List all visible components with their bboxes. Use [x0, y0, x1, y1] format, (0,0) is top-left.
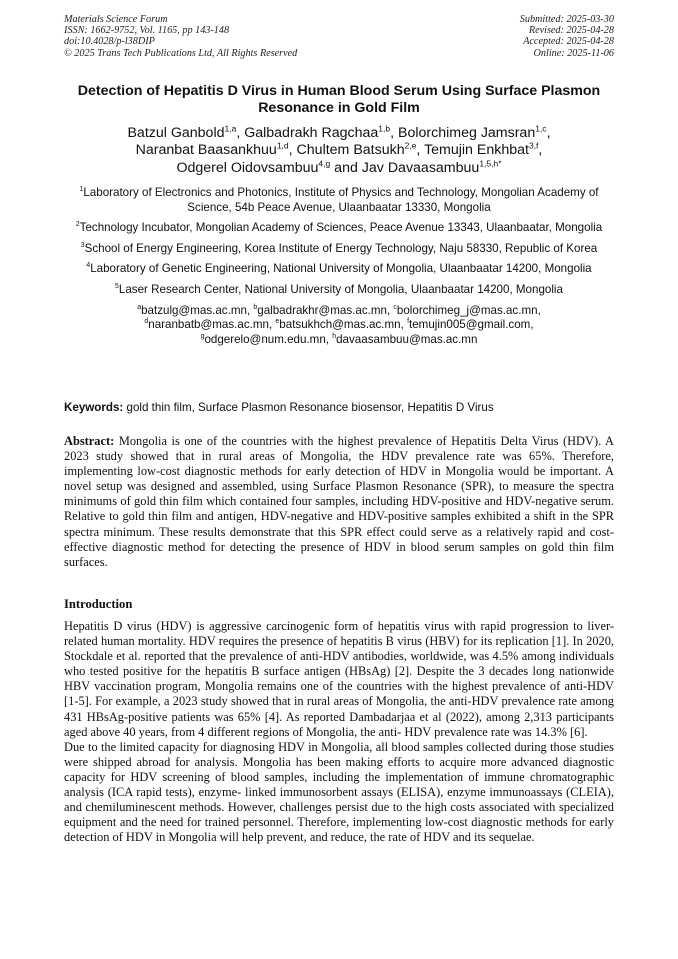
- author-sup: 1,5,h*: [479, 158, 502, 169]
- author-sep: ,: [416, 142, 425, 159]
- email-sup: b: [253, 303, 258, 311]
- email-sup: h: [332, 332, 337, 340]
- author-name: Temujin Enkhbat: [424, 142, 529, 159]
- introduction-body: [64, 619, 614, 845]
- section-heading-introduction: Introduction: [64, 597, 133, 611]
- affiliation-sup: 3: [80, 241, 85, 249]
- journal-header-left: [64, 14, 297, 59]
- email-sep: ,: [537, 303, 541, 317]
- affiliation-3: [64, 242, 614, 257]
- affiliation-sup: 1: [79, 186, 84, 194]
- submitted-date: Submitted: 2025-03-30: [519, 14, 614, 25]
- affiliations: [64, 186, 614, 347]
- email-sep: ,: [325, 332, 333, 346]
- email-link[interactable]: temujin005@gmail.com: [409, 318, 531, 332]
- email-link[interactable]: bolorchimeg_j@mas.ac.mn: [396, 303, 538, 317]
- email-sep: ,: [530, 318, 534, 332]
- affiliation-text: Laboratory of Genetic Engineering, National University of Mongolia, Ulaanbaatar 14200, Mongolia: [90, 262, 592, 276]
- author-sep: ,: [538, 142, 543, 159]
- author-sup: 1,d: [276, 140, 289, 151]
- author-name: Batzul Ganbold: [127, 125, 225, 141]
- author-sep: and: [330, 159, 362, 176]
- email-sup: d: [144, 318, 149, 326]
- author-sup: 1,c: [535, 123, 547, 134]
- affiliation-text: Laboratory of Electronics and Photonics, Institute of Physics and Technology, Mongolian Academy of Science, 54b Peace Avenue, Ulaanbaatar 13330, Mongolia: [83, 186, 599, 214]
- email-link[interactable]: galbadrakhr@mas.ac.mn: [257, 303, 387, 317]
- author-sup: 1,a: [224, 123, 237, 134]
- affiliation-2: [64, 221, 614, 236]
- email-sup: e: [275, 318, 280, 326]
- issn-line: ISSN: 1662-9752, Vol. 1165, pp 143-148: [64, 25, 230, 37]
- author-sup: 4,g: [318, 158, 331, 169]
- keywords-text: gold thin film, Surface Plasmon Resonance biosensor, Hepatitis D Virus: [126, 401, 494, 414]
- affiliation-4: [64, 262, 614, 277]
- affiliation-sup: 5: [115, 283, 119, 291]
- intro-paragraph: Due to the limited capacity for diagnosing HDV in Mongolia, all blood samples collected during those studies were shipped abroad for analysis. Mongolia has been making efforts to acquire more advanced diagnostic capacity for HDV screening of blood samples, including the implementation of immune chromatographic analysis (ICA rapid tests), enzyme- linked immunosorbent assays (ELISA), enzyme immunoassays (CLEIA), and chemiluminescent methods. However, challenges persist due to the high costs associated with specialized equipment and the need for trained personnel. Therefore, implementing low-cost diagnostic methods for early detection of HDV in Mongolia will help prevent, and reduce, the rate of HDV and its sequelae.: [64, 739, 614, 845]
- email-sup: g: [200, 332, 205, 340]
- author-list: [64, 125, 614, 177]
- author-name: Galbadrakh Ragchaa: [244, 125, 379, 141]
- online-date: Online: 2025-11-06: [533, 47, 614, 59]
- affiliation-text: School of Energy Engineering, Korea Institute of Energy Technology, Naju 58330, Republic of Korea: [84, 241, 598, 255]
- email-link[interactable]: naranbatb@mas.ac.mn: [148, 318, 269, 332]
- author-sup: 2,e: [404, 140, 417, 151]
- abstract-text: Mongolia is one of the countries with the highest prevalence of Hepatitis Delta Virus (HDV). A 2023 study showed that in rural areas of Mongolia, the HDV prevalence rate was 65%. Therefore, implementing low-cost diagnostic methods for early detection of HDV in Mongolia would be important. A novel setup was designed and assembled, using Surface Plasmon Resonance (SPR), to measure the spectra minimums of gold thin film which contained four samples, including HDV-positive and HDV-negative serum. Relative to gold thin film and antigen, HDV-negative and HDV-positive samples exhibited a shift in the SPR spectra minimum. These results demonstrate that this SPR effect could serve as a relatively rapid and cost-effective diagnostic method for detecting the presence of HDV in blood serum samples on gold thin film surfaces.: [64, 434, 615, 569]
- paper-title: Detection of Hepatitis D Virus in Human Blood Serum Using Surface Plasmon Resonance in Gold Film: [77, 83, 601, 116]
- abstract-label: Abstract:: [64, 434, 115, 448]
- author-sup: 3,f: [528, 140, 539, 151]
- email-link[interactable]: davaasambuu@mas.ac.mn: [336, 332, 478, 346]
- affiliation-text: Technology Incubator, Mongolian Academy of Sciences, Peace Avenue 13343, Ulaanbaatar, Mongolia: [79, 221, 603, 235]
- journal-header-right: [520, 14, 614, 59]
- email-sep: ,: [268, 318, 276, 332]
- author-sep: ,: [236, 125, 245, 141]
- email-link[interactable]: batsukhch@mas.ac.mn: [279, 318, 401, 332]
- affiliation-text: Laser Research Center, National University of Mongolia, Ulaanbaatar 14200, Mongolia: [118, 282, 563, 296]
- author-sep: ,: [390, 125, 399, 141]
- author-name: Bolorchimeg Jamsran: [398, 125, 536, 141]
- affiliation-sup: 4: [86, 262, 91, 270]
- email-link[interactable]: odgerelo@num.edu.mn: [204, 332, 326, 346]
- author-sup: 1,b: [378, 123, 391, 134]
- keywords-label: Keywords:: [64, 401, 124, 414]
- author-sep: ,: [288, 142, 297, 159]
- email-link[interactable]: batzulg@mas.ac.mn: [141, 303, 247, 317]
- accepted-date: Accepted: 2025-04-28: [523, 36, 614, 48]
- author-name: Odgerel Oidovsambuu: [176, 159, 319, 176]
- email-list: [64, 304, 614, 348]
- journal-name: Materials Science Forum: [64, 14, 168, 25]
- intro-paragraph: Hepatitis D virus (HDV) is aggressive carcinogenic form of hepatitis virus with rapid progression to liver-related human mortality. HDV requires the presence of hepatitis B virus (HBV) for its replication [1]. In 2020, Stockdale et al. reported that the prevalence of anti-HDV antibodies, worldwide, was 4.5% among individuals who tested positive for the hepatitis B surface antigen (HBsAg) [2]. Despite the 3 decades long nationwide HBV vaccination program, Mongolia remains one of the countries with the highest prevalence of anti-HDV [1-5]. For example, a 2023 study showed that in rural areas of Mongolia, the anti-HDV prevalence rate among 431 HBsAg-positive patients was 65% [4]. As reported Dambadarjaa et al (2022), among 2,313 participants aged above 40 years, from 4 different regions of Mongolia, the anti- HDV prevalence rate was 14.3% [6].: [64, 619, 614, 739]
- author-sep: ,: [546, 125, 551, 141]
- email-sup: a: [137, 303, 142, 311]
- keywords: [64, 401, 614, 415]
- revised-date: Revised: 2025-04-28: [528, 25, 614, 37]
- author-name: Chultem Batsukh: [296, 142, 405, 159]
- author-name: Jav Davaasambuu: [361, 159, 480, 176]
- abstract: [64, 434, 614, 570]
- copyright-line: © 2025 Trans Tech Publications Ltd, All Rights Reserved: [64, 47, 298, 59]
- email-sep: ,: [400, 318, 408, 332]
- affiliation-5: [64, 283, 614, 298]
- doi-line[interactable]: doi:10.4028/p-l38DIP: [64, 36, 155, 48]
- affiliation-sup: 2: [75, 221, 80, 229]
- email-sep: ,: [246, 303, 254, 317]
- author-name: Naranbat Baasankhuu: [135, 142, 277, 159]
- email-sup: f: [407, 318, 410, 326]
- affiliation-1: [64, 186, 614, 215]
- email-sep: ,: [386, 303, 394, 317]
- email-sup: c: [393, 303, 397, 311]
